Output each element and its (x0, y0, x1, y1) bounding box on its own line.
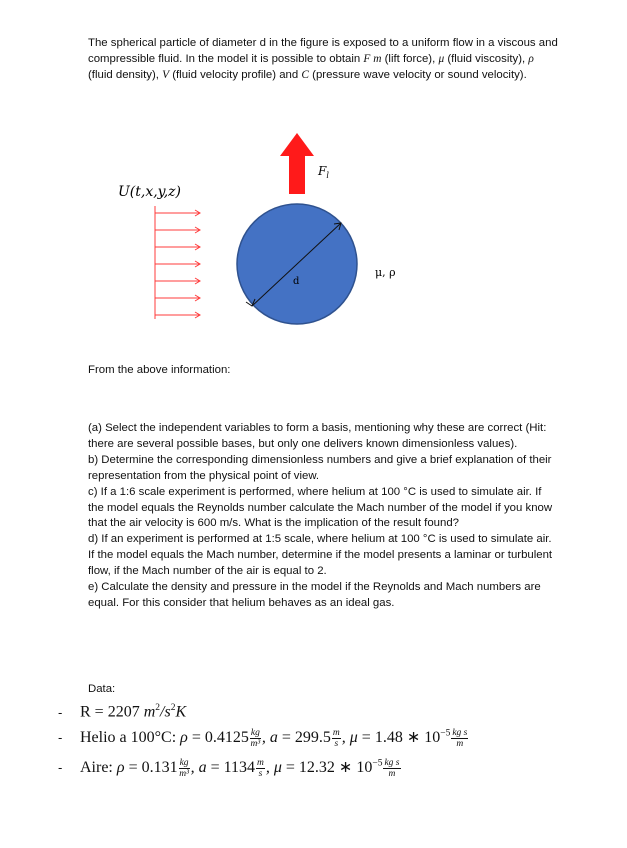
question-e: e) Calculate the density and pressure in the model if the Reynolds and Mach numbers are equal. For this consider that helium behaves as an ideal gas. (88, 581, 541, 609)
flow-arrow (155, 295, 200, 301)
question-d: d) If an experiment is performed at 1:5 scale, where helium at 100 °C is used to simulate air. If the model equals the Mach number, determine if the model presents a laminar or turbulent flow, if the Mach number of the air is equal to 2. (88, 533, 553, 578)
question-a: (a) Select the independent variables to form a basis, mentioning why these are correct (Hit: there are several possible bases, but only one delivers known dimensionless values). (88, 422, 547, 450)
intro-paragraph: The spherical particle of diameter d in the figure is exposed to a uniform flow in a viscous and compressible fluid. In the model it is possible to obtain F m (lift force), μ (fluid viscosity), ρ (fluid density), V (fluid velocity profile) and C (pressure wave velocity or sound velocity). (88, 37, 558, 81)
diameter-label: d (293, 276, 300, 287)
gas-constant-value: R = 2207 $m^2/s^2K$ (80, 703, 187, 721)
flow-arrow (155, 227, 200, 233)
helium-properties: Helio a 100°C: ρ = 0.4125 $\frac{kg}{\text{m³}}$ , a = 299.5 $\frac{m}{s}$ , μ = 1.48 ∗ $10^{-5}$ $\frac{\text{kg s}}{m}$ (80, 727, 468, 749)
gas-constant-line (58, 703, 186, 721)
question-b: b) Determine the corresponding dimensionless numbers and give a brief explanation of their representation from the physical point of view. (88, 453, 552, 482)
flow-arrow (155, 261, 200, 267)
lead-in-text: From the above information: (88, 364, 231, 376)
helium-properties-line (58, 727, 469, 749)
fluid-properties-label: μ, ρ (375, 266, 396, 279)
bullet: - (58, 730, 63, 746)
air-properties-line (58, 757, 402, 779)
lift-force-arrow (280, 133, 314, 194)
air-properties: Aire: ρ = 0.131 $\frac{kg}{\text{m³}}$ , a = 1134 $\frac{m}{s}$ , μ = 12.32 ∗ $10^{-5}$ $\frac{\text{kg s}}{m}$ (80, 757, 400, 779)
flow-arrow (155, 210, 200, 216)
question-c: c) If a 1:6 scale experiment is performed, where helium at 100 °C is used to simulate air. If the model equals the Reynolds number calculate the Mach number of the model if you know that the air velocity is 600 m/s. What is the implication of the result found? (88, 485, 553, 530)
force-label: $F_l$ (318, 164, 329, 180)
bullet: - (58, 704, 63, 720)
flow-arrow (155, 244, 200, 250)
flow-arrow (155, 312, 200, 318)
bullet: - (58, 760, 63, 776)
flow-velocity-label: U(t,x,y,z) (118, 184, 182, 200)
flow-arrows (155, 206, 200, 319)
data-heading: Data: (88, 683, 116, 695)
flow-figure (0, 0, 627, 340)
question-list (88, 421, 558, 612)
flow-arrow (155, 278, 200, 284)
